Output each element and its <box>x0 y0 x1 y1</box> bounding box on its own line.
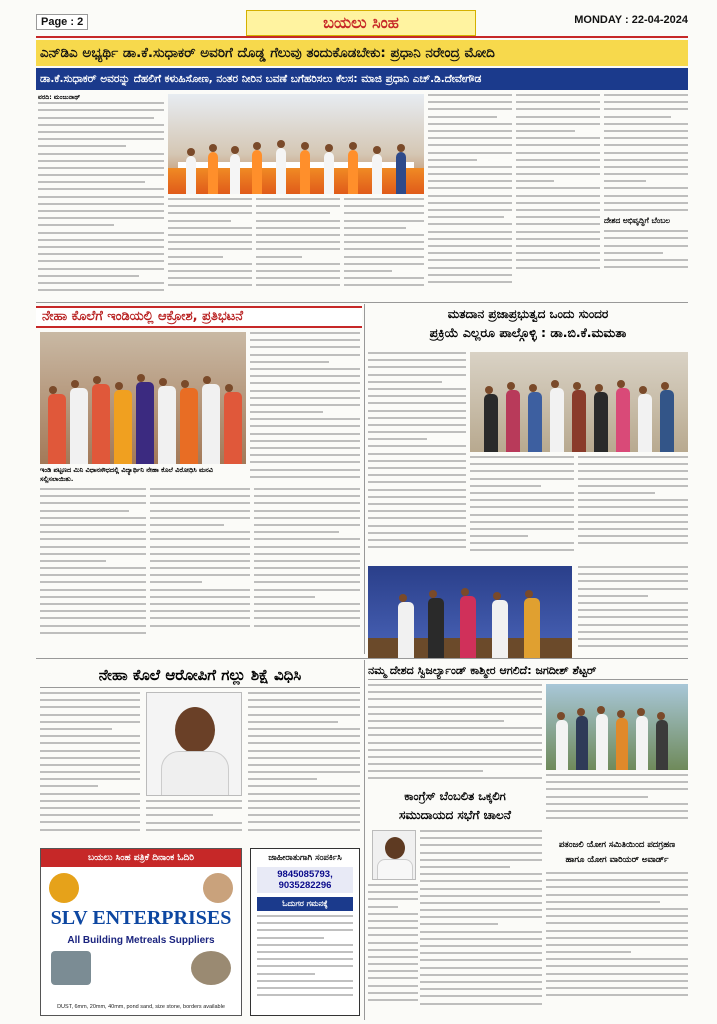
neha-protest-column-1 <box>250 332 360 484</box>
yoga-headline-line-2: ಹಾಗೂ ಯೋಗ ವಾರಿಯರ್ ಅವಾರ್ಡ್ <box>565 855 669 865</box>
lead-column-4 <box>344 198 424 298</box>
lead-headline: ಎನ್‌ಡಿಎ ಅಭ್ಯರ್ಥಿ ಡಾ.ಕೆ.ಸುಧಾಕರ್ ಅವರಿಗೆ ದೊಡ್ಡ ಗೆಲುವು ತಂದುಕೊಡಬೇಕು: ಪ್ರಧಾನಿ ನರೇಂದ್ರ ಮೋದಿ <box>36 40 688 66</box>
election-headline-line-2: ಪ್ರಕ್ರಿಯೆ ಎಲ್ಲರೂ ಪಾಲ್ಗೊಳ್ಳಿ : ಡಾ.ಬಿ.ಕೆ.ಮಮತಾ <box>429 325 627 340</box>
lead-column-7 <box>604 94 688 298</box>
deity-icon <box>203 873 233 903</box>
yoga-headline-line-1: ಪತಂಜಲಿ ಯೋಗ ಸಮಿತಿಯಿಂದ ಪದಗ್ರಹಣ <box>558 840 676 850</box>
newspaper-title: ಬಯಲು ಸಿಂಹ <box>246 10 476 36</box>
neha-punishment-headline: ನೇಹಾ ಕೊಲೆ ಆರೋಪಿಗೆ ಗಲ್ಲು ಶಿಕ್ಷೆ ವಿಧಿಸಿ <box>40 662 360 688</box>
kashmir-column-1 <box>368 684 542 784</box>
neha-protest-column-4 <box>254 488 360 646</box>
election-headline-line-1: ಮತದಾನ ಪ್ರಜಾಪ್ರಭುತ್ವದ ಒಂದು ಸುಂದರ <box>447 307 609 321</box>
neha-punishment-column-3 <box>248 692 360 842</box>
divider <box>364 660 365 1020</box>
lead-dateline: ವರದಿ: ಮಂಜುನಾಥ್ <box>38 94 81 101</box>
election-column-3 <box>578 456 688 562</box>
neha-protest-column-2 <box>40 488 146 646</box>
congress-headline-line-1: ಕಾಂಗ್ರೆಸ್ ಬೆಂಬಲಿತ ಒಕ್ಕಲಿಗ <box>404 789 506 803</box>
congress-headline-line-2: ಸಮುದಾಯದ ಸಭೆಗೆ ಚಾಲನೆ <box>399 808 511 822</box>
election-stage-photo <box>470 352 688 452</box>
neha-protest-headline: ನೇಹಾ ಕೊಲೆಗೆ ಇಂಡಿಯಲ್ಲಿ ಆಕ್ರೋಶ, ಪ್ರತಿಭಟನೆ <box>36 306 362 328</box>
ad-business-name: SLV ENTERPRISES <box>50 907 232 929</box>
lead-column-6 <box>516 94 600 298</box>
ad-tagline: All Building Metreals Suppliers <box>67 935 215 946</box>
lead-column-2 <box>168 198 252 298</box>
congress-portrait-photo <box>372 830 416 880</box>
divider <box>36 302 688 303</box>
congress-column-1 <box>420 830 542 1016</box>
readers-notice-text <box>257 915 353 1011</box>
neha-punishment-column-2 <box>146 800 242 842</box>
kashmir-walk-photo <box>546 684 688 770</box>
gravel-icon <box>191 951 231 985</box>
text-lines <box>38 102 164 294</box>
lead-column-3 <box>256 198 340 298</box>
kashmir-column-2 <box>546 774 688 834</box>
lead-column-5 <box>428 94 512 298</box>
readers-notice-heading: ಓದುಗರ ಗಮನಕ್ಕೆ <box>257 897 353 911</box>
neha-protest-photo <box>40 332 246 464</box>
advertisement-contact-box <box>250 848 360 1016</box>
issue-date: MONDAY : 22-04-2024 <box>574 14 688 26</box>
election-column-2 <box>470 456 574 562</box>
kashmir-headline: ನಮ್ಮ ದೇಶದ ಸ್ವಿಜರ್ಲ್ಯಾಂಡ್ ಕಾಶ್ಮೀರ ಆಗಲಿದೆ: ಜಗದೀಶ್ ಶೆಟ್ಟರ್ <box>368 662 688 680</box>
slv-enterprises-ad <box>40 848 242 1016</box>
accused-portrait-photo <box>146 692 242 796</box>
yoga-column-1 <box>546 872 688 1016</box>
page-number: Page : 2 <box>36 14 88 30</box>
lead-rally-photo <box>168 94 424 194</box>
divider <box>36 658 688 659</box>
election-lamp-photo <box>368 566 572 658</box>
divider <box>364 304 365 654</box>
contact-heading: ಜಾಹೀರಾತುಗಾಗಿ ಸಂಪರ್ಕಿಸಿ <box>251 849 359 863</box>
ad-banner: ಬಯಲು ಸಿಂಹ ಪತ್ರಿಕೆ ದಿನಾಂಕ ಓದಿರಿ <box>41 849 241 867</box>
truck-icon <box>51 951 91 985</box>
neha-punishment-column-1 <box>40 692 140 842</box>
masthead <box>36 10 688 38</box>
neha-protest-caption: ಇಂಡಿ ಪಟ್ಟಣದ ಮಿನಿ ವಿಧಾನಸೌಧದಲ್ಲಿ ವಿದ್ಯಾರ್ಥಿನಿ ನೇಹಾ ಕೊಲೆ ವಿರೋಧಿಸಿ ಮನವಿ ಸಲ್ಲಿಸಲಾಯಿತು. <box>40 466 213 483</box>
congress-column-2 <box>368 884 418 1016</box>
neha-protest-column-3 <box>150 488 250 646</box>
contact-phones: 9845085793, 9035282296 <box>257 867 353 893</box>
ad-details: DUST, 6mm, 20mm, 40mm, pond sand, size stone, borders available <box>57 1004 225 1010</box>
election-column-1 <box>368 352 466 562</box>
lead-subheadline: ಡಾ.ಕೆ.ಸುಧಾಕರ್ ಅವರನ್ನು ದೆಹಲಿಗೆ ಕಳುಹಿಸೋಣ, ನಂತರ ನೀರಿನ ಬವಣೆ ಬಗೆಹರಿಸಲು ಕೆಲಸ: ಮಾಜಿ ಪ್ರಧಾನಿ ಎಚ್.ಡಿ.ದೇವೇಗೌಡ <box>36 68 688 90</box>
election-column-4 <box>578 566 688 658</box>
lead-column-1 <box>38 94 164 294</box>
sidebar-subhead-1: ದೇಶದ ಅಭಿವೃದ್ಧಿಗೆ ಬೆಂಬಲ <box>604 216 671 226</box>
om-icon <box>49 873 79 903</box>
